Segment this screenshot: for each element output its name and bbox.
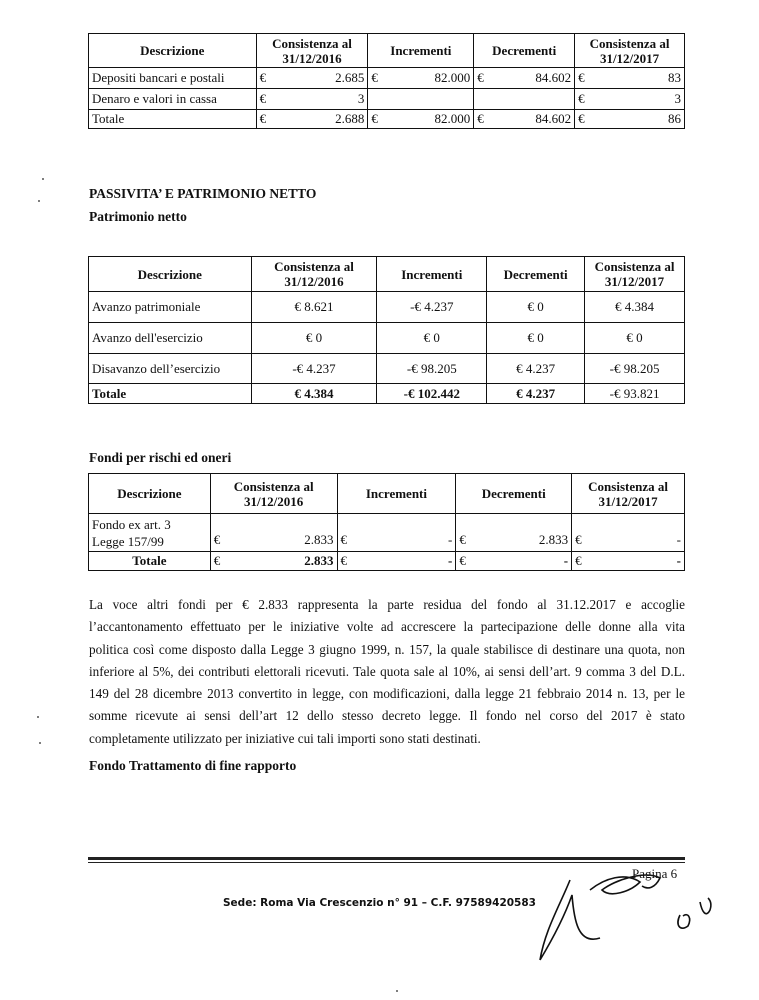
row-label: Disavanzo dell’esercizio [89, 354, 252, 384]
subsection-title: Fondo Trattamento di fine rapporto [89, 758, 297, 773]
cell: € 83 [575, 68, 685, 89]
cell: € 2.685 [256, 68, 368, 89]
cell: € 0 [585, 323, 685, 354]
table-row [89, 323, 685, 354]
scan-speck [39, 742, 41, 744]
col-header: Consistenza al 31/12/2017 [585, 257, 685, 292]
cell: € - [572, 514, 685, 552]
cell: € 8.621 [251, 292, 377, 323]
body-paragraph [89, 594, 685, 750]
table-header-row [89, 474, 685, 514]
cell [368, 89, 474, 110]
cell: -€ 102.442 [377, 384, 487, 404]
cell: € 2.833 [210, 552, 337, 571]
row-label: Totale [89, 552, 211, 571]
col-header: Decrementi [474, 34, 575, 68]
section-title: PASSIVITA’ E PATRIMONIO NETTO [89, 186, 317, 201]
paragraph-line: inferiore al 5%, dei contributi elettorali ricevuti. Tale quota sale al 10%, ai sensi dell’art. 9 comma 3 del D.L. [89, 663, 685, 679]
subsection-title: Patrimonio netto [89, 209, 187, 224]
col-header: Consistenza al 31/12/2016 [256, 34, 368, 68]
cell: € 2.688 [256, 110, 368, 129]
col-header: Decrementi [456, 474, 572, 514]
cell: € - [456, 552, 572, 571]
cell: -€ 93.821 [585, 384, 685, 404]
col-header: Descrizione [89, 34, 257, 68]
cell: € 82.000 [368, 110, 474, 129]
scan-speck [37, 716, 39, 718]
cell: € 4.384 [585, 292, 685, 323]
subsection-title: Fondi per rischi ed oneri [89, 450, 232, 465]
cell: € 4.237 [487, 384, 585, 404]
paragraph-line: politica così come disposto dalla Legge 3 giugno 1999, n. 157, la quale stabilisce di destinare una quota, non [89, 641, 685, 657]
table-row [89, 292, 685, 323]
scan-speck [42, 178, 44, 180]
cell: € 2.833 [210, 514, 337, 552]
cell [474, 89, 575, 110]
table-header-row [89, 34, 685, 68]
cell: € 2.833 [456, 514, 572, 552]
paragraph-line: 149 del 28 dicembre 2013 convertito in legge, con modificazioni, dalla legge 21 febbraio 2014 n. 13, per le [89, 686, 685, 702]
funds-table [88, 473, 685, 571]
paragraph-line: l’accantonamento effettuato per le iniziative volte ad accrescere la partecipazione delle donne alla vita [89, 619, 685, 635]
col-header: Consistenza al 31/12/2017 [575, 34, 685, 68]
cell: € 84.602 [474, 110, 575, 129]
row-label: Depositi bancari e postali [89, 68, 257, 89]
table-header-row [89, 257, 685, 292]
cell: € 0 [251, 323, 377, 354]
cell: -€ 98.205 [585, 354, 685, 384]
cell: -€ 4.237 [377, 292, 487, 323]
col-header: Incrementi [368, 34, 474, 68]
table-total-row [89, 552, 685, 571]
table-row [89, 354, 685, 384]
cell: € 82.000 [368, 68, 474, 89]
cell: € 0 [487, 323, 585, 354]
cell: € 4.237 [487, 354, 585, 384]
table-row [89, 68, 685, 89]
row-label: Totale [89, 110, 257, 129]
cell: -€ 4.237 [251, 354, 377, 384]
row-label: Totale [89, 384, 252, 404]
paragraph-line: somme ricevute ai sensi dell’art 12 dello stesso decreto legge. Il fondo nel corso del 2017 è stato [89, 708, 685, 724]
scan-speck [396, 990, 398, 992]
footer-address: Sede: Roma Via Crescenzio n° 91 – C.F. 97589420583 [223, 897, 536, 909]
page-number: Pagina 6 [632, 866, 678, 881]
cell: € - [337, 552, 456, 571]
cell: € 86 [575, 110, 685, 129]
col-header: Consistenza al 31/12/2016 [210, 474, 337, 514]
row-label: Avanzo dell'esercizio [89, 323, 252, 354]
scan-speck [38, 200, 40, 202]
cell: € 0 [487, 292, 585, 323]
cell: € 4.384 [251, 384, 377, 404]
table-row [89, 514, 685, 552]
cell: € 84.602 [474, 68, 575, 89]
col-header: Incrementi [337, 474, 456, 514]
row-label: Avanzo patrimoniale [89, 292, 252, 323]
cell: € - [572, 552, 685, 571]
cell: -€ 98.205 [377, 354, 487, 384]
paragraph-line: completamente utilizzato per iniziative cui tali importi sono stati destinati. [89, 730, 481, 746]
cell: € - [337, 514, 456, 552]
cell: € 3 [256, 89, 368, 110]
paragraph-line: La voce altri fondi per € 2.833 rappresenta la parte residua del fondo al 31.12.2017 e accoglie [89, 597, 685, 612]
row-label: Fondo ex art. 3 Legge 157/99 [89, 514, 211, 552]
equity-table [88, 256, 685, 404]
row-label: Denaro e valori in cassa [89, 89, 257, 110]
col-header: Incrementi [377, 257, 487, 292]
table-row [89, 89, 685, 110]
table-total-row [89, 110, 685, 129]
assets-table [88, 33, 685, 129]
cell: € 0 [377, 323, 487, 354]
col-header: Descrizione [89, 257, 252, 292]
col-header: Consistenza al 31/12/2016 [251, 257, 377, 292]
col-header: Descrizione [89, 474, 211, 514]
handwritten-signature [530, 860, 730, 970]
col-header: Consistenza al 31/12/2017 [572, 474, 685, 514]
col-header: Decrementi [487, 257, 585, 292]
table-total-row [89, 384, 685, 404]
cell: € 3 [575, 89, 685, 110]
